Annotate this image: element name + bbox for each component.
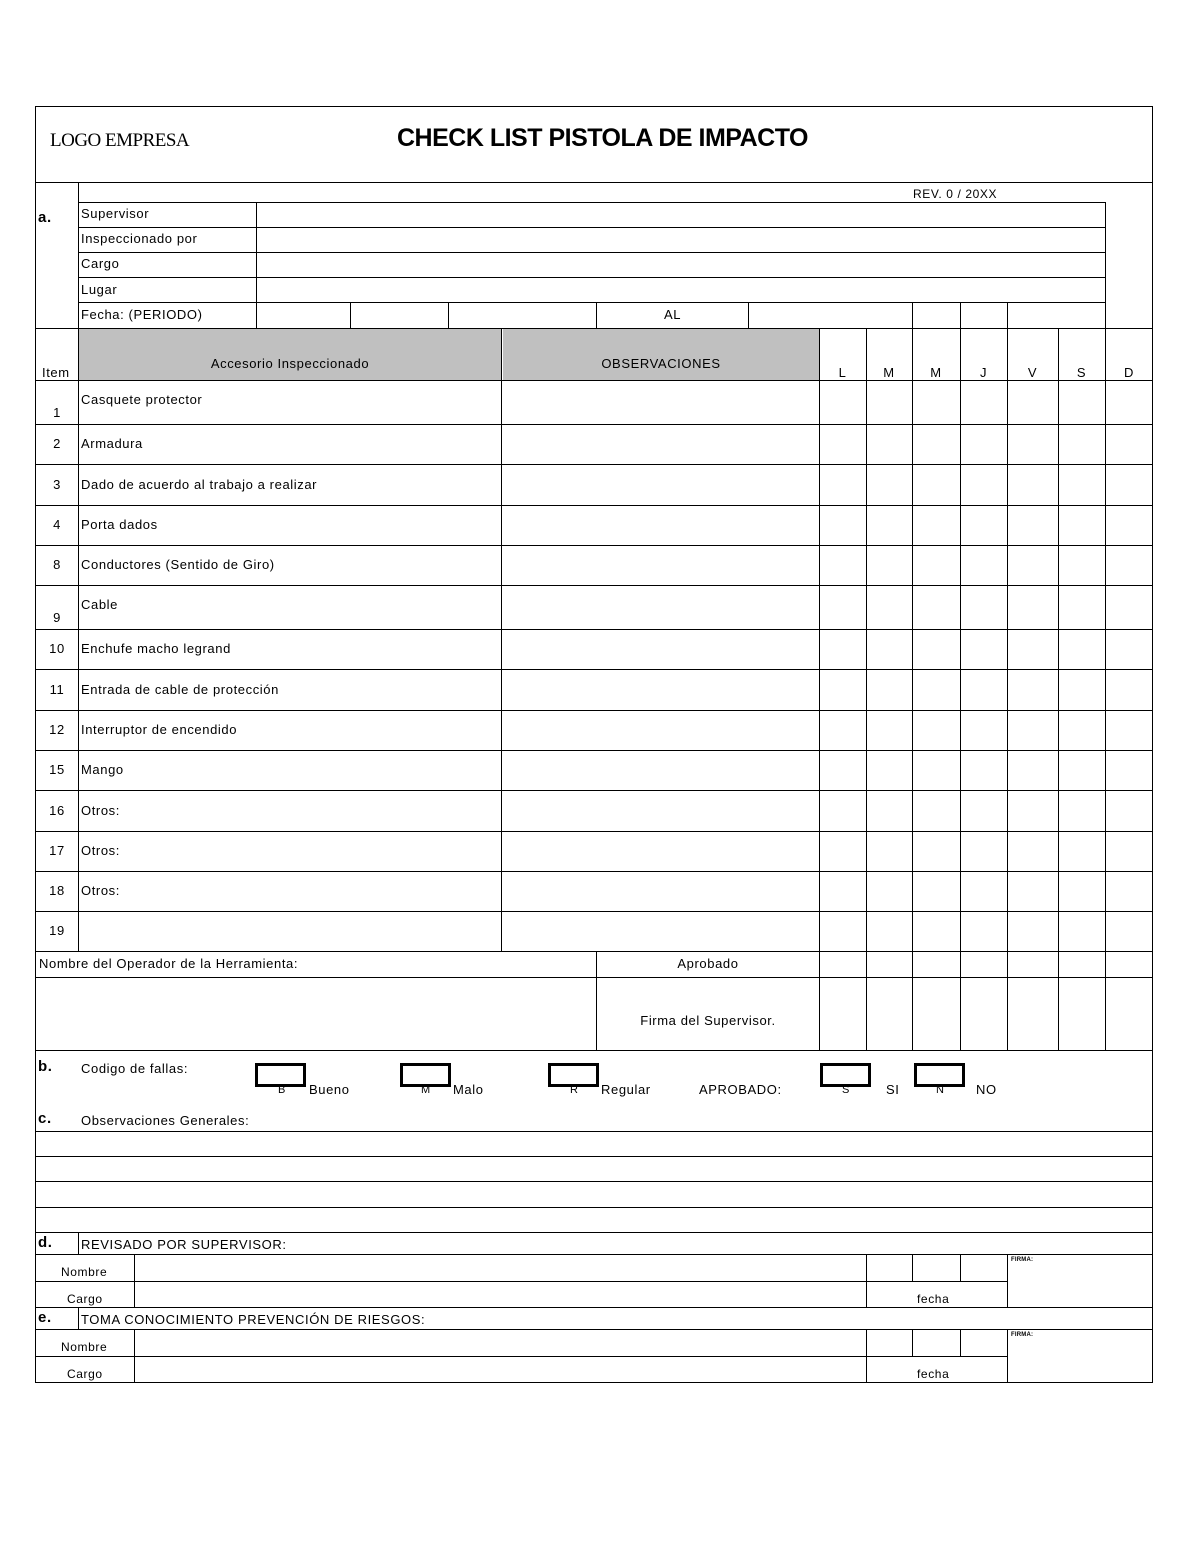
row-day-check-cell[interactable] [961,791,1007,831]
risk-prevention-label: TOMA CONOCIMIENTO PREVENCIÓN DE RIESGOS: [81,1312,426,1327]
day-header: V [1027,365,1038,380]
operator-name-field[interactable] [36,978,595,1049]
item-header: Item [42,365,70,380]
row-day-check-cell[interactable] [1008,506,1058,545]
row-day-check-cell[interactable] [913,506,960,545]
general-observations-line-2[interactable] [36,1157,1152,1180]
row-day-check-cell[interactable] [961,670,1007,710]
row-observation-cell[interactable] [502,586,818,629]
row-day-check-cell[interactable] [1059,546,1105,585]
row-day-check-cell[interactable] [867,832,912,871]
day-header: M [930,365,942,380]
row-day-check-cell[interactable] [867,381,912,424]
row-day-check-cell[interactable] [820,670,866,710]
logo-text: LOGO EMPRESA [50,130,190,151]
day-header: S [1076,365,1087,380]
observations-header-cell [503,329,819,380]
row-day-check-cell[interactable] [961,711,1007,750]
row-observation-cell[interactable] [502,711,818,750]
row-accessory-label: Entrada de cable de protección [81,682,279,697]
approved-question-label: APROBADO: [699,1082,782,1097]
row-observation-cell[interactable] [502,465,818,505]
row-item-number: 12 [49,722,65,737]
row-day-check-cell[interactable] [1059,670,1105,710]
row-observation-cell[interactable] [502,425,818,464]
section-c-letter: c. [38,1110,52,1127]
row-day-check-cell[interactable] [961,465,1007,505]
risk-cargo-label: Cargo [67,1367,103,1381]
observations-header: OBSERVACIONES [601,356,721,371]
row-day-check-cell[interactable] [1059,465,1105,505]
row-item-number: 11 [49,682,65,697]
approved-no-letter: N [936,1084,944,1096]
row-accessory-label: Cable [81,597,118,612]
row-day-check-cell[interactable] [1059,381,1105,424]
risk-cargo-field[interactable] [135,1357,865,1382]
row-day-check-cell[interactable] [1008,630,1058,669]
period-separator: AL [663,307,682,322]
row-day-check-cell[interactable] [1106,872,1153,911]
row-day-check-cell[interactable] [867,912,912,951]
field-label-lugar: Lugar [81,282,118,297]
row-day-check-cell[interactable] [867,872,912,911]
risk-name-label: Nombre [61,1340,108,1354]
row-item-number: 10 [49,641,65,656]
row-day-check-cell[interactable] [1059,872,1105,911]
row-day-check-cell[interactable] [913,872,960,911]
general-observations-line-3[interactable] [36,1182,1152,1206]
revision-label: REV. 0 / 20XX [913,187,998,201]
reviewer-date-label: fecha [917,1292,950,1306]
row-day-check-cell[interactable] [1008,586,1058,629]
approved-yes-letter: S [842,1084,850,1096]
row-day-check-cell[interactable] [1106,586,1153,629]
row-day-check-cell[interactable] [820,546,866,585]
row-item-number: 15 [49,762,65,777]
row-day-check-cell[interactable] [961,506,1007,545]
row-day-check-cell[interactable] [820,832,866,871]
row-day-check-cell[interactable] [1106,751,1153,790]
row-item-number: 17 [49,843,65,858]
risk-signature-label: FIRMA: [1011,1332,1034,1338]
row-day-check-cell[interactable] [1008,751,1058,790]
operator-label: Nombre del Operador de la Herramienta: [39,956,299,971]
row-item-number: 9 [53,610,61,625]
row-accessory-label: Otros: [81,883,120,898]
code-label-bueno: Bueno [309,1082,350,1097]
reviewer-cargo-label: Cargo [67,1292,103,1306]
row-day-check-cell[interactable] [1008,832,1058,871]
row-day-check-cell[interactable] [1106,832,1153,871]
row-day-check-cell[interactable] [1106,506,1153,545]
row-day-check-cell[interactable] [867,791,912,831]
row-item-number: 1 [53,405,61,420]
code-letter-malo: M [421,1084,431,1096]
row-day-check-cell[interactable] [820,791,866,831]
row-day-check-cell[interactable] [820,586,866,629]
row-accessory-label: Porta dados [81,517,158,532]
row-day-check-cell[interactable] [1106,425,1153,464]
row-day-check-cell[interactable] [913,425,960,464]
row-day-check-cell[interactable] [867,751,912,790]
row-observation-cell[interactable] [502,670,818,710]
row-observation-cell[interactable] [502,381,818,424]
row-day-check-cell[interactable] [1008,670,1058,710]
row-day-check-cell[interactable] [820,711,866,750]
row-accessory-label: Otros: [81,843,120,858]
row-day-check-cell[interactable] [961,586,1007,629]
approved-no-label: NO [976,1082,997,1097]
row-accessory-label: Armadura [81,436,143,451]
row-day-check-cell[interactable] [820,751,866,790]
row-day-check-cell[interactable] [1059,912,1105,951]
field-lugar-value[interactable] [257,278,1104,301]
row-day-check-cell[interactable] [820,381,866,424]
field-label-cargo: Cargo [81,256,120,271]
row-day-check-cell[interactable] [1059,751,1105,790]
risk-date-label: fecha [917,1367,950,1381]
row-day-check-cell[interactable] [913,832,960,871]
row-day-check-cell[interactable] [961,630,1007,669]
row-observation-cell[interactable] [502,791,818,831]
row-day-check-cell[interactable] [1106,630,1153,669]
row-day-check-cell[interactable] [961,751,1007,790]
field-label-inspected-by: Inspeccionado por [81,231,198,246]
row-day-check-cell[interactable] [1059,711,1105,750]
reviewer-signature-field[interactable] [1008,1255,1152,1306]
row-accessory-label: Casquete protector [81,392,203,407]
row-day-check-cell[interactable] [1059,425,1105,464]
row-item-number: 18 [49,883,65,898]
row-day-check-cell[interactable] [913,711,960,750]
row-observation-cell[interactable] [502,546,818,585]
field-label-fecha: Fecha: (PERIODO) [81,307,203,322]
row-item-number: 8 [53,557,61,572]
row-day-check-cell[interactable] [913,912,960,951]
approved-yes-label: SI [886,1082,900,1097]
row-day-check-cell[interactable] [867,506,912,545]
fault-codes-label: Codigo de fallas: [81,1061,189,1076]
row-accessory-label: Conductores (Sentido de Giro) [81,557,275,572]
row-day-check-cell[interactable] [1106,670,1153,710]
risk-name-field[interactable] [135,1330,865,1355]
row-day-check-cell[interactable] [1008,912,1058,951]
row-accessory-label: Enchufe macho legrand [81,641,231,656]
row-day-check-cell[interactable] [913,670,960,710]
row-day-check-cell[interactable] [867,425,912,464]
section-e-letter: e. [38,1309,52,1326]
row-day-check-cell[interactable] [1059,586,1105,629]
row-item-number: 3 [53,477,61,492]
row-day-check-cell[interactable] [1059,832,1105,871]
row-day-check-cell[interactable] [961,832,1007,871]
row-day-check-cell[interactable] [961,872,1007,911]
approved-label: Aprobado [677,956,739,971]
row-observation-cell[interactable] [502,912,818,951]
row-day-check-cell[interactable] [913,465,960,505]
row-day-check-cell[interactable] [867,586,912,629]
row-day-check-cell[interactable] [1059,630,1105,669]
row-day-check-cell[interactable] [1059,506,1105,545]
row-day-check-cell[interactable] [1008,711,1058,750]
row-day-check-cell[interactable] [1008,872,1058,911]
row-day-check-cell[interactable] [961,425,1007,464]
page-title: CHECK LIST PISTOLA DE IMPACTO [397,124,808,152]
row-day-check-cell[interactable] [820,630,866,669]
field-label-supervisor: Supervisor [81,206,150,221]
code-label-regular: Regular [601,1082,651,1097]
day-header: M [883,365,895,380]
row-day-check-cell[interactable] [913,586,960,629]
row-day-check-cell[interactable] [961,381,1007,424]
row-day-check-cell[interactable] [1008,381,1058,424]
row-day-check-cell[interactable] [820,465,866,505]
row-day-check-cell[interactable] [1106,711,1153,750]
general-observations-line-4[interactable] [36,1208,1152,1231]
row-day-check-cell[interactable] [913,791,960,831]
row-day-check-cell[interactable] [1106,546,1153,585]
reviewer-name-label: Nombre [61,1265,108,1279]
row-day-check-cell[interactable] [867,546,912,585]
row-day-check-cell[interactable] [1008,546,1058,585]
row-day-check-cell[interactable] [1059,791,1105,831]
general-observations-label: Observaciones Generales: [81,1113,250,1128]
row-day-check-cell[interactable] [1106,465,1153,505]
row-day-check-cell[interactable] [820,425,866,464]
row-day-check-cell[interactable] [867,711,912,750]
day-header: J [979,365,988,380]
row-day-check-cell[interactable] [867,465,912,505]
row-day-check-cell[interactable] [867,630,912,669]
row-accessory-label: Otros: [81,803,120,818]
accessory-header-cell [79,329,501,380]
row-day-check-cell[interactable] [820,872,866,911]
row-day-check-cell[interactable] [961,912,1007,951]
row-accessory-label: Interruptor de encendido [81,722,238,737]
row-day-check-cell[interactable] [1008,791,1058,831]
row-observation-cell[interactable] [502,832,818,871]
reviewer-signature-label: FIRMA: [1011,1257,1034,1263]
row-day-check-cell[interactable] [820,506,866,545]
row-day-check-cell[interactable] [913,381,960,424]
row-day-check-cell[interactable] [1106,381,1153,424]
row-accessory-label: Dado de acuerdo al trabajo a realizar [81,477,318,492]
row-observation-cell[interactable] [502,872,818,911]
field-cargo-value[interactable] [257,253,1104,276]
row-observation-cell[interactable] [502,751,818,790]
row-item-number: 4 [53,517,61,532]
row-day-check-cell[interactable] [1008,465,1058,505]
row-day-check-cell[interactable] [913,630,960,669]
reviewed-by-supervisor-label: REVISADO POR SUPERVISOR: [81,1237,287,1252]
field-inspected-by-value[interactable] [257,228,1104,251]
row-day-check-cell[interactable] [961,546,1007,585]
row-day-check-cell[interactable] [820,912,866,951]
code-letter-bueno: B [278,1084,286,1096]
row-day-check-cell[interactable] [1008,425,1058,464]
field-fecha-to[interactable] [749,303,1104,327]
day-header: L [838,365,847,380]
row-observation-cell[interactable] [502,630,818,669]
row-observation-cell[interactable] [502,506,818,545]
code-letter-regular: R [570,1084,578,1096]
section-a-letter: a. [38,209,52,226]
row-item-number: 2 [53,436,61,451]
section-b-letter: b. [38,1058,53,1075]
row-item-number: 19 [49,923,65,938]
field-fecha-from[interactable] [257,303,595,327]
reviewer-name-field[interactable] [135,1255,865,1280]
section-d-letter: d. [38,1234,53,1251]
general-observations-line-1[interactable] [36,1132,1152,1155]
field-supervisor-value[interactable] [257,203,1104,226]
day-header: D [1124,365,1134,380]
code-label-malo: Malo [453,1082,484,1097]
row-day-check-cell[interactable] [913,546,960,585]
accessory-header: Accesorio Inspeccionado [210,356,370,371]
row-day-check-cell[interactable] [1106,912,1153,951]
row-item-number: 16 [49,803,65,818]
supervisor-signature-label: Firma del Supervisor. [640,1013,776,1028]
row-day-check-cell[interactable] [913,751,960,790]
row-day-check-cell[interactable] [867,670,912,710]
row-day-check-cell[interactable] [1106,791,1153,831]
reviewer-cargo-field[interactable] [135,1282,865,1306]
risk-signature-field[interactable] [1008,1330,1152,1382]
row-accessory-label: Mango [81,762,124,777]
